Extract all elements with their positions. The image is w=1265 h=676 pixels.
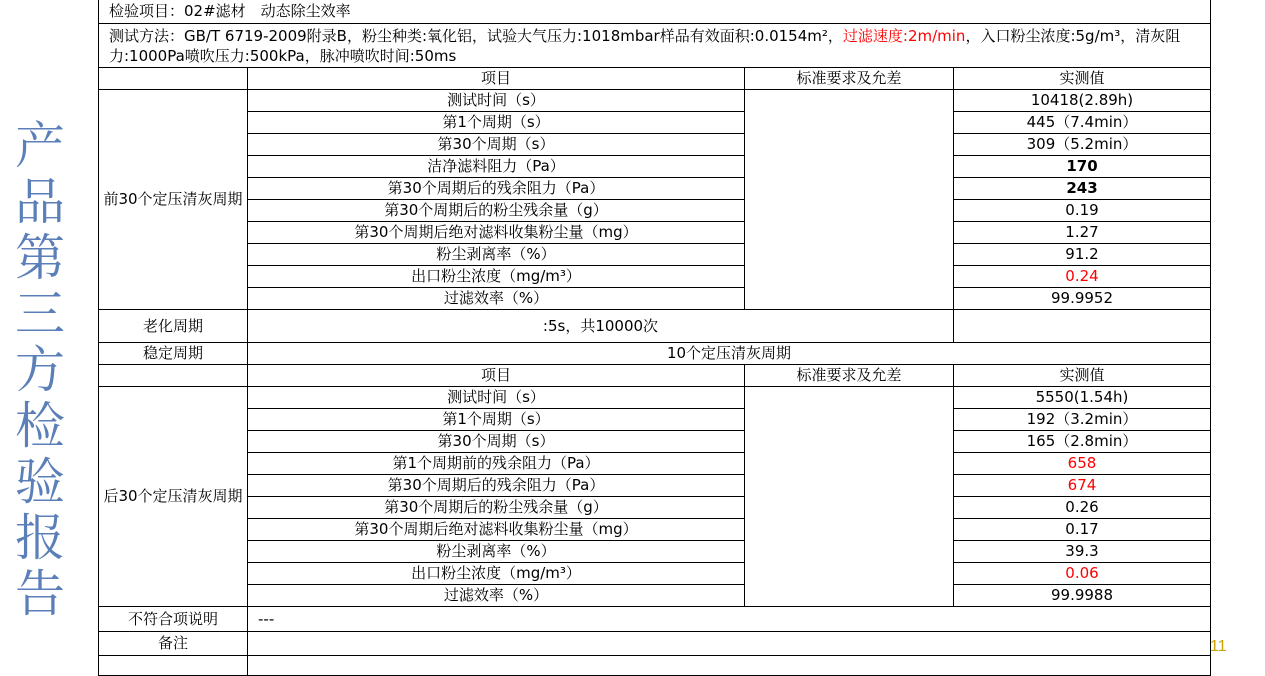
filter-speed-highlight: 过滤速度:2m/min bbox=[842, 26, 966, 45]
row-value: 91.2 bbox=[954, 244, 1211, 266]
row-name: 第30个周期后的残余阻力（Pa） bbox=[248, 475, 745, 497]
side-report-title bbox=[10, 118, 70, 622]
column-header-item: 项目 bbox=[248, 68, 745, 90]
row-value: 10418(2.89h) bbox=[954, 90, 1211, 112]
method-text-suffix: ，入口粉尘浓度:5g/m³，清灰阻力:1000Pa喷吹压力:500kPa，脉冲喷吹时间:50ms bbox=[109, 26, 1181, 65]
page-number: 11 bbox=[1210, 638, 1227, 655]
section2-label: 后30个定压清灰周期 bbox=[99, 387, 248, 607]
row-value: 5550(1.54h) bbox=[954, 387, 1211, 409]
remarks-value bbox=[248, 632, 1211, 656]
column-header-standard: 标准要求及允差 bbox=[745, 365, 954, 387]
nonconformity-label: 不符合项说明 bbox=[99, 607, 248, 632]
row-value: 0.17 bbox=[954, 519, 1211, 541]
row-name: 洁净滤料阻力（Pa） bbox=[248, 156, 745, 178]
side-title-char: 第 bbox=[15, 229, 65, 287]
standard-blank-cell bbox=[745, 90, 954, 310]
row-name: 第30个周期（s） bbox=[248, 134, 745, 156]
column-header-item: 项目 bbox=[248, 365, 745, 387]
side-title-char: 产 bbox=[15, 117, 65, 175]
column-header-measured: 实测值 bbox=[954, 365, 1211, 387]
row-value-highlight: 0.06 bbox=[954, 563, 1211, 585]
row-value: 99.9988 bbox=[954, 585, 1211, 607]
row-name: 过滤效率（%） bbox=[248, 288, 745, 310]
row-value: 39.3 bbox=[954, 541, 1211, 563]
row-name: 出口粉尘浓度（mg/m³） bbox=[248, 266, 745, 288]
row-name: 第30个周期（s） bbox=[248, 431, 745, 453]
side-title-char: 三 bbox=[15, 285, 65, 343]
aging-value: :5s，共10000次 bbox=[248, 310, 954, 343]
row-name: 第30个周期后的粉尘残余量（g） bbox=[248, 497, 745, 519]
row-value-highlight: 0.24 bbox=[954, 266, 1211, 288]
method-text: 测试方法：GB/T 6719-2009附录B，粉尘种类:氧化铝，试验大气压力:1018mbar样品有效面积:0.0154m²， bbox=[109, 26, 843, 45]
column-header-standard: 标准要求及允差 bbox=[745, 68, 954, 90]
row-value: 170 bbox=[954, 156, 1211, 178]
row-value: 309（5.2min） bbox=[954, 134, 1211, 156]
side-title-char: 品 bbox=[15, 173, 65, 231]
row-value: 445（7.4min） bbox=[954, 112, 1211, 134]
row-value: 1.27 bbox=[954, 222, 1211, 244]
column-header-measured: 实测值 bbox=[954, 68, 1211, 90]
stable-value: 10个定压清灰周期 bbox=[248, 343, 1211, 365]
row-value-highlight: 674 bbox=[954, 475, 1211, 497]
standard-blank-cell bbox=[745, 387, 954, 607]
section1-label: 前30个定压清灰周期 bbox=[99, 90, 248, 310]
side-title-char: 验 bbox=[15, 453, 65, 511]
row-name: 第30个周期后绝对滤料收集粉尘量（mg） bbox=[248, 222, 745, 244]
row-value: 192（3.2min） bbox=[954, 409, 1211, 431]
aging-label: 老化周期 bbox=[99, 310, 248, 343]
row-name: 测试时间（s） bbox=[248, 90, 745, 112]
cutoff-cell bbox=[99, 656, 248, 676]
row-name: 第30个周期后绝对滤料收集粉尘量（mg） bbox=[248, 519, 745, 541]
row-name: 第30个周期后的残余阻力（Pa） bbox=[248, 178, 745, 200]
cutoff-cell bbox=[248, 656, 1211, 676]
inspection-item: 检验项目：02#滤材 动态除尘效率 bbox=[99, 0, 1211, 24]
side-title-char: 告 bbox=[15, 565, 65, 623]
side-title-char: 报 bbox=[15, 509, 65, 567]
test-report-table bbox=[98, 0, 1211, 676]
stable-label: 稳定周期 bbox=[99, 343, 248, 365]
row-value: 99.9952 bbox=[954, 288, 1211, 310]
row-name: 第1个周期（s） bbox=[248, 409, 745, 431]
row-value: 0.19 bbox=[954, 200, 1211, 222]
remarks-label: 备注 bbox=[99, 632, 248, 656]
row-value: 0.26 bbox=[954, 497, 1211, 519]
row-name: 第1个周期前的残余阻力（Pa） bbox=[248, 453, 745, 475]
row-value-highlight: 658 bbox=[954, 453, 1211, 475]
row-value: 243 bbox=[954, 178, 1211, 200]
blank-header-cell bbox=[99, 68, 248, 90]
row-value: 165（2.8min） bbox=[954, 431, 1211, 453]
row-name: 粉尘剥离率（%） bbox=[248, 541, 745, 563]
side-title-char: 检 bbox=[15, 397, 65, 455]
side-title-char: 方 bbox=[15, 341, 65, 399]
row-name: 过滤效率（%） bbox=[248, 585, 745, 607]
row-name: 测试时间（s） bbox=[248, 387, 745, 409]
row-name: 第1个周期（s） bbox=[248, 112, 745, 134]
blank-header-cell bbox=[99, 365, 248, 387]
nonconformity-value: --- bbox=[248, 607, 1211, 632]
row-name: 出口粉尘浓度（mg/m³） bbox=[248, 563, 745, 585]
row-name: 第30个周期后的粉尘残余量（g） bbox=[248, 200, 745, 222]
aging-blank-cell bbox=[954, 310, 1211, 343]
row-name: 粉尘剥离率（%） bbox=[248, 244, 745, 266]
test-method bbox=[99, 24, 1211, 68]
